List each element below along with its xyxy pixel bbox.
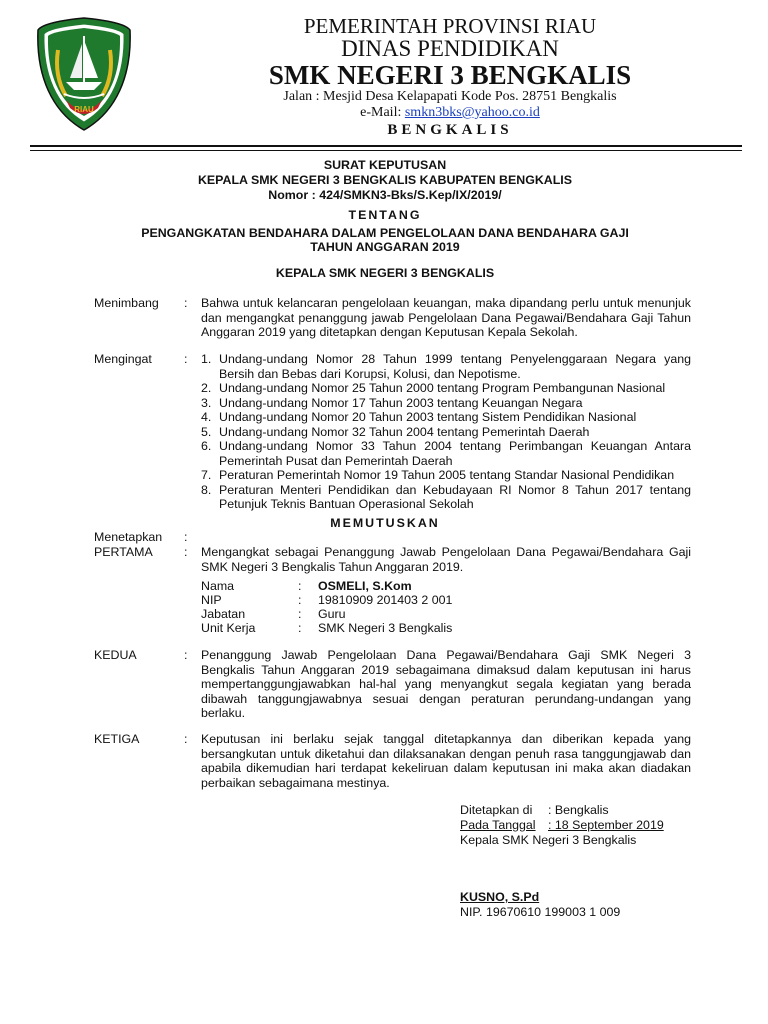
jabatan-label: Jabatan	[201, 607, 246, 621]
mengingat-item-text: Peraturan Pemerintah Nomor 19 Tahun 2005 tentang Standar Nasional Pendidikan	[219, 468, 675, 482]
sig-date-line	[460, 818, 740, 832]
mengingat-item-number: 7.	[201, 468, 212, 482]
mengingat-item-text: Peraturan Menteri Pendidikan dan Kebudayaan RI Nomor 8 Tahun 2017 tentang Petunjuk Teknis Bantuan Operasional Sekolah	[219, 482, 691, 512]
logo-lettering: RIAU	[74, 105, 94, 114]
letterhead-address: Jalan : Mesjid Desa Kelapapati Kode Pos. 28751 Bengkalis	[283, 89, 617, 104]
sig-date-value: : 18 September 2019	[548, 818, 664, 832]
letterhead-school: SMK NEGERI 3 BENGKALIS	[268, 60, 632, 90]
letterhead-city: BENGKALIS	[387, 122, 513, 138]
doc-authority: KEPALA SMK NEGERI 3 BENGKALIS	[275, 266, 495, 280]
menimbang-text: Bahwa untuk kelancaran pengelolaan keuangan, maka dipandang perlu untuk menunjuk dan mengangkat penanggung jawab Pengelolaan Dana Pegawai/Bendahara Gaji Tahun Anggaran 2019 yang ditetapkan dengan Keputusan Kepala Sekolah.	[201, 296, 691, 340]
mengingat-item-text: Undang-undang Nomor 28 Tahun 1999 tentang Penyelenggaraan Negara yang Bersih dan Bebas dari Korupsi, Kolusi, dan Nepotisme.	[219, 352, 691, 381]
mengingat-item-text: Undang-undang Nomor 20 Tahun 2003 tentang Sistem Pendidikan Nasional	[219, 410, 637, 424]
sig-date-label: Pada Tanggal	[460, 818, 536, 832]
doc-subject-line1: PENGANGKATAN BENDAHARA DALAM PENGELOLAAN DANA BENDAHARA GAJI	[141, 226, 629, 240]
kedua-colon: :	[184, 648, 188, 662]
email-link[interactable]: smkn3bks@yahoo.co.id	[404, 105, 540, 120]
ketiga-text: Keputusan ini berlaku sejak tanggal ditetapkannya dan diberikan kepada yang bersangkutan untuk diketahui dan dilaksanakan dengan penuh rasa tanggungjawab dan apabila dikemudian hari terdapat kekeliruan dalam keputusan ini maka akan diadakan perbaikan sebagaimana mestinya.	[201, 732, 691, 790]
kedua-text: Penanggung Jawab Pengelolaan Dana Pegawai/Bendahara Gaji SMK Negeri 3 Bengkalis Tahun Anggaran 2019 sebagaimana dimaksud dalam keputusan ini harus mempertanggungjawabkan hal-hal yang menyangkut segala kegiatan yang berada dibawah tanggungjawabnya sesuai dengan peraturan perundang-undangan yang berlaku.	[201, 648, 691, 721]
mengingat-item-number: 3.	[201, 395, 212, 410]
mengingat-item-number: 5.	[201, 424, 212, 439]
mengingat-item-text: Undang-undang Nomor 32 Tahun 2004 tentang Pemerintah Daerah	[219, 424, 590, 439]
kedua-label: KEDUA	[94, 648, 137, 662]
menetapkan-colon: :	[184, 530, 188, 544]
sig-place-label: Ditetapkan di	[460, 803, 533, 817]
letterhead-department: DINAS PENDIDIKAN	[341, 36, 559, 61]
doc-number: Nomor : 424/SMKN3-Bks/S.Kep/IX/2019/	[268, 188, 502, 202]
sig-nip: NIP. 19670610 199003 1 009	[460, 905, 621, 919]
mengingat-label: Mengingat	[94, 352, 152, 366]
jabatan-value: Guru	[318, 607, 346, 621]
ketiga-colon: :	[184, 732, 188, 746]
mengingat-colon: :	[184, 352, 188, 366]
mengingat-item-text: Undang-undang Nomor 25 Tahun 2000 tentang Program Pembangunan Nasional	[219, 381, 666, 395]
pertama-colon: :	[184, 545, 188, 559]
doc-type: SURAT KEPUTUSAN	[323, 158, 447, 172]
sig-name: KUSNO, S.Pd	[460, 890, 540, 904]
sig-place-line	[460, 803, 740, 817]
memutuskan-heading: MEMUTUSKAN	[330, 516, 440, 530]
nip-label: NIP	[201, 593, 222, 607]
jabatan-colon: :	[298, 607, 302, 621]
email-label: e-Mail:	[360, 105, 402, 120]
mengingat-item-number: 2.	[201, 381, 212, 395]
mengingat-item-text: Undang-undang Nomor 33 Tahun 2004 tentang Perimbangan Keuangan Antara Pemerintah Pusat dan Pemerintah Daerah	[219, 439, 691, 468]
riau-emblem-logo	[36, 16, 132, 132]
ketiga-label: KETIGA	[94, 732, 140, 746]
doc-tentang: TENTANG	[348, 208, 422, 222]
nama-value: OSMELI, S.Kom	[318, 579, 412, 593]
nama-colon: :	[298, 579, 302, 593]
mengingat-item-number: 8.	[201, 482, 212, 497]
unit-kerja-label: Unit Kerja	[201, 621, 256, 635]
menimbang-colon: :	[184, 296, 188, 310]
unit-kerja-value: SMK Negeri 3 Bengkalis	[318, 621, 453, 635]
pertama-label: PERTAMA	[94, 545, 153, 559]
nama-label: Nama	[201, 579, 235, 593]
unit-kerja-colon: :	[298, 621, 302, 635]
doc-subject-line2: TAHUN ANGGARAN 2019	[310, 240, 460, 254]
letterhead-government: PEMERINTAH PROVINSI RIAU	[303, 14, 597, 38]
doc-issuer: KEPALA SMK NEGERI 3 BENGKALIS KABUPATEN BENGKALIS	[197, 173, 573, 187]
nip-colon: :	[298, 593, 302, 607]
letterhead-email-line	[150, 105, 750, 121]
mengingat-item-number: 4.	[201, 410, 212, 424]
nip-value: 19810909 201403 2 001	[318, 593, 453, 607]
menimbang-label: Menimbang	[94, 296, 159, 310]
menetapkan-label: Menetapkan	[94, 530, 163, 544]
mengingat-item-text: Undang-undang Nomor 17 Tahun 2003 tentang Keuangan Negara	[219, 395, 583, 410]
mengingat-item-number: 6.	[201, 439, 212, 453]
sig-place-value: : Bengkalis	[548, 803, 609, 817]
letterhead-rule-thick	[30, 145, 742, 147]
sig-position: Kepala SMK Negeri 3 Bengkalis	[460, 833, 637, 847]
mengingat-item-number: 1.	[201, 352, 212, 366]
pertama-text: Mengangkat sebagai Penanggung Jawab Pengelolaan Dana Pegawai/Bendahara Gaji SMK Negeri 3 Bengkalis Tahun Anggaran 2019.	[201, 545, 691, 574]
letterhead-rule-thin	[30, 150, 742, 151]
